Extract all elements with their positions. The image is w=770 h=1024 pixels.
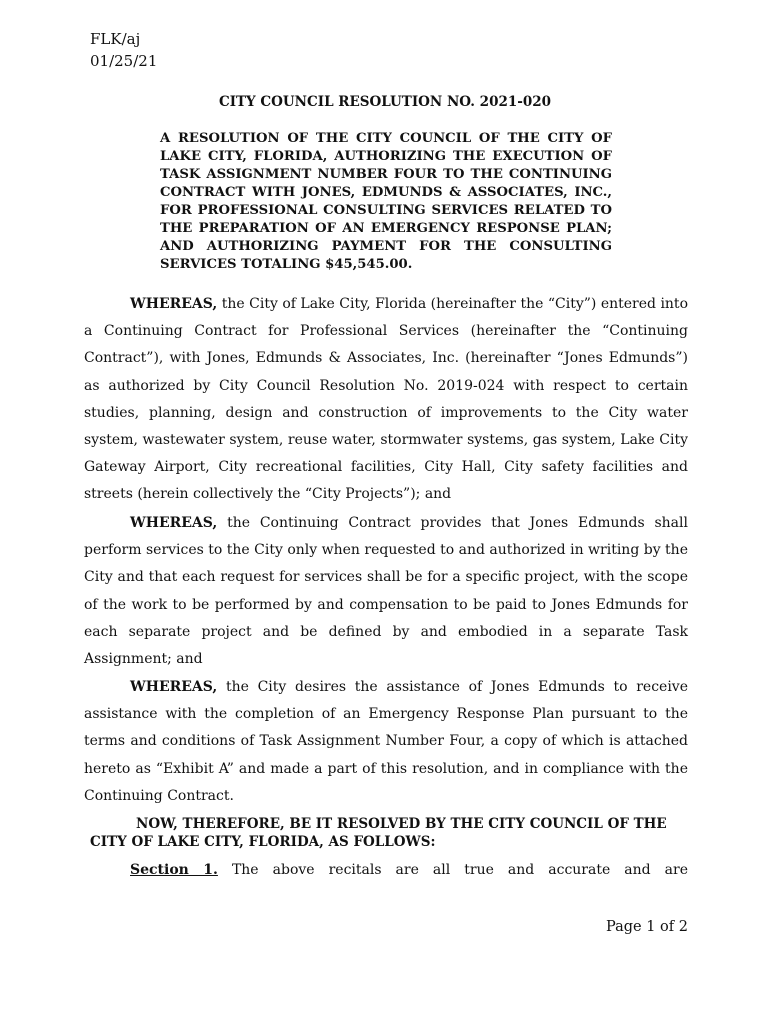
document-date: 01/25/21 xyxy=(90,52,158,70)
whereas-lead: WHEREAS, xyxy=(130,515,218,531)
paragraph-text: the City of Lake City, Florida (hereinafter the “City”) entered into a Continuing Contract for Professional Services (hereinafter the “Continuing Contract”), with Jones, Edmunds & Associates, Inc. (hereinafter “Jones Edmunds”) as authorized by City Council Resolution No. 2019-024 with respect to certain studies, planning, design and construction of improvements to the City water system, wastewater system, reuse water, stormwater systems, gas system, Lake City Gateway Airport, City recreational facilities, City Hall, City safety facilities and streets (herein collectively the “City Projects”); and xyxy=(84,296,688,503)
author-initials: FLK/aj xyxy=(90,30,141,48)
resolution-title: CITY COUNCIL RESOLUTION NO. 2021-020 xyxy=(218,94,552,110)
document-header xyxy=(90,28,157,72)
section-1-label: Section 1. xyxy=(130,862,218,878)
paragraph-text: the City desires the assistance of Jones Edmunds to receive assistance with the completion of an Emergency Response Plan pursuant to the terms and conditions of Task Assignment Number Four, a copy of which is attached hereto as “Exhibit A” and made a part of this resolution, and in compliance with the Continuing Contract. xyxy=(84,679,688,804)
whereas-paragraph-3 xyxy=(84,674,688,810)
whereas-paragraph-2 xyxy=(84,510,688,673)
section-1 xyxy=(84,857,688,884)
resolution-description: A RESOLUTION OF THE CITY COUNCIL OF THE CITY OF LAKE CITY, FLORIDA, AUTHORIZING THE EXECUTION OF TASK ASSIGNMENT NUMBER FOUR TO THE CONTINUING CONTRACT WITH JONES, EDMUNDS & ASSOCIATES, INC., FOR PROFESSIONAL CONSULTING SERVICES RELATED TO THE PREPARATION OF AN EMERGENCY RESPONSE PLAN; AND AUTHORIZING PAYMENT FOR THE CONSULTING SERVICES TOTALING $45,545.00. xyxy=(160,131,612,272)
paragraph-text: the Continuing Contract provides that Jones Edmunds shall perform services to the City only when requested to and authorized in writing by the City and that each request for services shall be for a specific project, with the scope of the work to be performed by and compensation to be paid to Jones Edmunds for each separate project and be defined by and embodied in a separate Task Assignment; and xyxy=(84,515,688,668)
whereas-paragraph-1 xyxy=(84,291,688,509)
page-number: Page 1 of 2 xyxy=(606,919,688,935)
section-1-text: The above recitals are all true and accurate and are xyxy=(217,862,688,878)
whereas-lead: WHEREAS, xyxy=(130,679,218,695)
whereas-lead: WHEREAS, xyxy=(130,296,218,312)
resolved-text: NOW, THEREFORE, BE IT RESOLVED BY THE CITY COUNCIL OF THE CITY OF LAKE CITY, FLORIDA, AS FOLLOWS: xyxy=(90,816,667,850)
resolved-clause xyxy=(90,815,688,851)
